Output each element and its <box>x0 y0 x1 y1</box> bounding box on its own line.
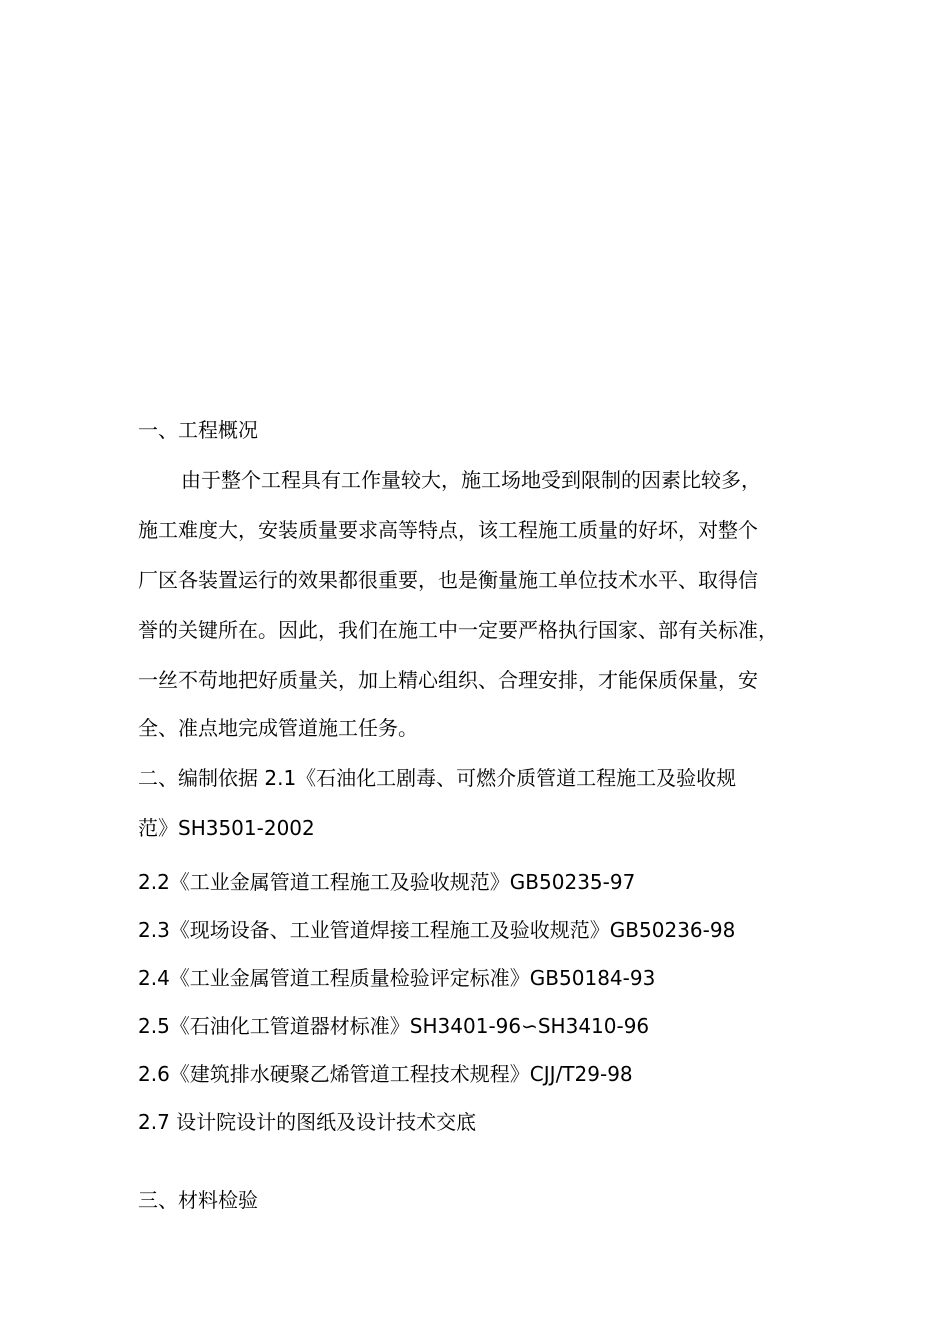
section-heading-overview: 一、工程概况 <box>138 418 258 442</box>
section-heading-material-inspection: 三、材料检验 <box>138 1188 258 1212</box>
paragraph-line: 全、准点地完成管道施工任务。 <box>138 716 418 740</box>
section-heading-basis: 二、编制依据 2.1《石油化工剧毒、可燃介质管道工程施工及验收规 <box>138 766 737 790</box>
standard-list-item: 2.3《现场设备、工业管道焊接工程施工及验收规范》GB50236-98 <box>138 918 736 942</box>
standard-list-item: 2.5《石油化工管道器材标准》SH3401-96∽SH3410-96 <box>138 1014 650 1038</box>
standard-list-item: 2.6《建筑排水硬聚乙烯管道工程技术规程》CJJ/T29-98 <box>138 1062 633 1086</box>
paragraph-line: 一丝不苟地把好质量关，加上精心组织、合理安排，才能保质保量，安 <box>138 668 758 692</box>
standard-list-item: 2.7 设计院设计的图纸及设计技术交底 <box>138 1110 477 1134</box>
paragraph-line: 厂区各装置运行的效果都很重要，也是衡量施工单位技术水平、取得信 <box>138 568 758 592</box>
standard-list-item: 2.2《工业金属管道工程施工及验收规范》GB50235-97 <box>138 870 636 894</box>
paragraph-line: 誉的关键所在。因此，我们在施工中一定要严格执行国家、部有关标准， <box>138 618 778 642</box>
paragraph-line: 施工难度大，安装质量要求高等特点，该工程施工质量的好坏，对整个 <box>138 518 758 542</box>
paragraph-line: 由于整个工程具有工作量较大，施工场地受到限制的因素比较多， <box>181 468 761 492</box>
standard-list-item: 2.4《工业金属管道工程质量检验评定标准》GB50184-93 <box>138 966 656 990</box>
section-heading-basis-continued: 范》SH3501-2002 <box>138 816 315 840</box>
